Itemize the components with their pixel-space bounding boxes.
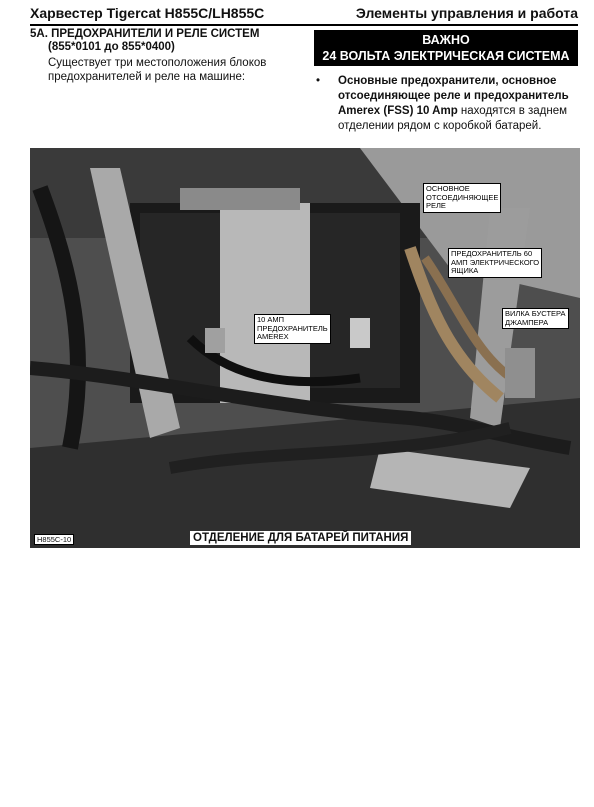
callout-amerex-fuse — [254, 314, 331, 344]
bullet-normal-text: находятся в заднем отделении рядом с коробкой батарей. — [338, 105, 568, 132]
callout-main-relay — [423, 183, 501, 213]
serial-range: (855*0101 до 855*0400) — [48, 41, 175, 53]
callout-line: РЕЛЕ — [426, 201, 446, 210]
callout-line: AMEREX — [257, 332, 289, 341]
section-body-line: предохранителей и реле на машине: — [48, 71, 246, 83]
callout-line: ОСНОВНОЕ — [426, 184, 470, 193]
important-notice-box — [314, 30, 578, 66]
bullet-dot: • — [316, 75, 321, 87]
figure-code: H855C-10 — [34, 534, 74, 545]
notice-subheading: 24 ВОЛЬТА ЭЛЕКТРИЧЕСКАЯ СИСТЕМА — [322, 49, 570, 63]
header-right-title: Элементы управления и работа — [355, 5, 578, 21]
callout-line: 10 АМП — [257, 315, 285, 324]
callout-line: АМП ЭЛЕКТРИЧЕСКОГО — [451, 257, 540, 267]
callout-line: ОТСОЕДИНЯЮЩЕЕ — [426, 192, 499, 202]
header-left-title: Харвестер Tigercat H855C/LH855C — [30, 5, 265, 21]
callout-line: ЯЩИКА — [451, 266, 479, 275]
callout-line: ПРЕДОХРАНИТЕЛЬ — [257, 323, 328, 333]
section-title: 5А. ПРЕДОХРАНИТЕЛИ И РЕЛЕ СИСТЕМ — [30, 28, 260, 40]
section-body — [48, 56, 298, 84]
callout-fuse-60 — [448, 248, 542, 278]
callout-jumper-plug — [502, 308, 569, 329]
figure-caption: ОТДЕЛЕНИЕ ДЛЯ БАТАРЕЙ ПИТАНИЯ — [190, 531, 411, 545]
callout-line: ВИЛКА БУСТЕРА — [505, 309, 566, 318]
header-rule — [30, 24, 578, 26]
callout-line: ДЖАМПЕРА — [505, 317, 549, 327]
bullet-bold-text: Основные предохранители, основное отсоединяющее реле и предохранитель Amerex (FSS) 10 Amp — [338, 75, 569, 117]
section-body-line: Существует три местоположения блоков — [48, 57, 267, 69]
battery-compartment-photo — [30, 148, 580, 548]
notice-heading: ВАЖНО — [422, 33, 470, 47]
callout-line: ПРЕДОХРАНИТЕЛЬ 60 — [451, 249, 533, 258]
bullet-text — [338, 74, 584, 134]
